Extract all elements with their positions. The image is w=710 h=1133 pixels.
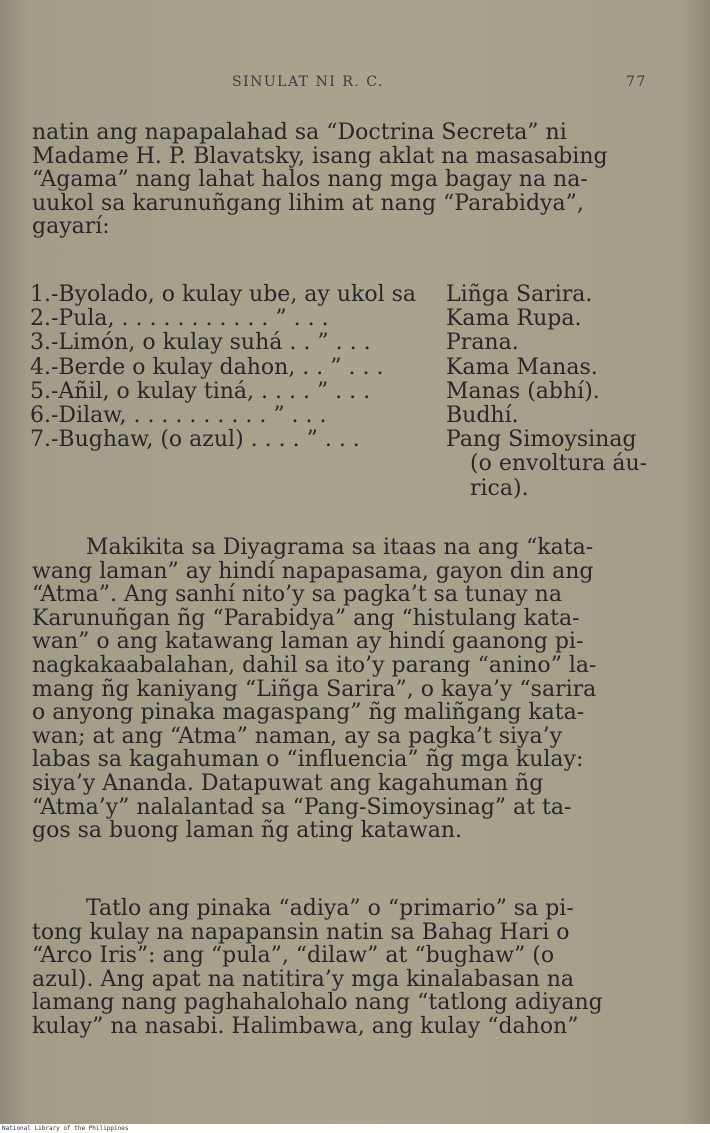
- page-number: 77: [626, 74, 647, 90]
- list-item: [30, 380, 660, 404]
- list-item-color: 6.-Dilaw, . . . . . . . . . . ” . . .: [30, 402, 327, 428]
- text-line: uukol sa karunuñgang lihim at nang “Parabidya”,: [32, 190, 584, 216]
- text-line: azul). Ang apat na natitira’y mga kinalabasan na: [32, 966, 575, 992]
- list-item-color: 4.-Berde o kulay dahon, . . ” . . .: [30, 354, 384, 380]
- text-line: gos sa buong laman ñg ating katawan.: [32, 818, 463, 844]
- paragraph-1: [32, 121, 646, 239]
- list-item-color: 7.-Bughaw, (o azul) . . . . ” . . .: [30, 427, 360, 453]
- text-line: o anyong pinaka magaspang” ñg maliñgang kata-: [32, 700, 585, 726]
- list-item-continuation: rica).: [470, 475, 529, 501]
- list-item: [30, 356, 660, 380]
- text-line: Madame H. P. Blavatsky, isang aklat na masasabing: [32, 143, 608, 169]
- text-line: wan; at ang “Atma” naman, ay sa pagka’t siya’y: [32, 723, 563, 749]
- text-line: Makikita sa Diyagrama sa itaas na ang “kata-: [86, 535, 594, 560]
- page-header: [0, 72, 710, 96]
- list-item-body: Manas (abhí).: [446, 378, 600, 404]
- text-line: labas sa kagahuman o “influencia” ñg mga kulay:: [32, 747, 584, 773]
- list-item-body: Liñga Sarira.: [446, 282, 593, 307]
- footer-credit: National Library of the Philippines: [2, 1125, 129, 1132]
- text-line: gayarí:: [32, 214, 110, 240]
- text-line: tong kulay na napapansin natin sa Bahag Hari o: [32, 919, 570, 945]
- text-line: Karunuñgan ñg “Parabidya” ang “histulang kata-: [32, 605, 580, 631]
- text-line: kulay” na nasabi. Halimbawa, ang kulay “dahon”: [32, 1013, 579, 1039]
- list-item: [30, 428, 660, 501]
- list-item-color: 5.-Añil, o kulay tiná, . . . . ” . . .: [30, 378, 371, 404]
- text-line: Tatlo ang pinaka “adiya” o “primario” sa pi-: [86, 896, 574, 921]
- paragraph-2: [32, 536, 646, 843]
- list-item: [30, 404, 660, 428]
- list-item: [30, 307, 660, 331]
- text-line: mang ñg kaniyang “Liñga Sarira”, o kaya’y “sarira: [32, 676, 597, 702]
- text-line: “Atma”. Ang sanhí nito’y sa pagka’t sa tunay na: [32, 582, 562, 608]
- list-item-color: 1.-Byolado, o kulay ube, ay ukol sa: [30, 282, 417, 307]
- list-item-body: Prana.: [446, 330, 519, 356]
- color-list: [30, 283, 660, 501]
- text-line: lamang nang paghahalohalo nang “tatlong adiyang: [32, 990, 603, 1016]
- list-item-body: Budhí.: [446, 402, 519, 428]
- text-line: wang laman” ay hindí napapasama, gayon din ang: [32, 558, 594, 584]
- list-item-body: Kama Manas.: [446, 354, 598, 380]
- text-line: “Agama” nang lahat halos nang mga bagay na na-: [32, 167, 588, 193]
- text-line: “Arco Iris”: ang “pula”, “dilaw” at “bughaw” (o: [32, 943, 555, 969]
- text-line: natin ang napapalahad sa “Doctrina Secreta” ni: [32, 120, 567, 145]
- list-item-color: 3.-Limón, o kulay suhá . . ” . . .: [30, 330, 371, 356]
- list-item-color: 2.-Pula, . . . . . . . . . . . ” . . .: [30, 306, 329, 332]
- text-line: nagkakaabalahan, dahil sa ito’y parang “anino” la-: [32, 652, 597, 678]
- list-item-body: Pang Simoysinag: [446, 427, 637, 453]
- list-item-continuation: (o envoltura áu-: [470, 451, 648, 477]
- footer-credit-bar: [0, 1124, 710, 1133]
- text-line: “Atma’y” nalalantad sa “Pang-Simoysinag” at ta-: [32, 794, 572, 820]
- list-item: [30, 283, 660, 307]
- running-title: SINULAT NI R. C.: [232, 74, 384, 90]
- list-item-body: Kama Rupa.: [446, 306, 582, 332]
- text-line: siya’y Ananda. Datapuwat ang kagahuman ñg: [32, 770, 544, 796]
- list-item: [30, 331, 660, 355]
- text-line: wan” o ang katawang laman ay hindí gaanong pi-: [32, 629, 584, 655]
- paragraph-3: [32, 897, 646, 1039]
